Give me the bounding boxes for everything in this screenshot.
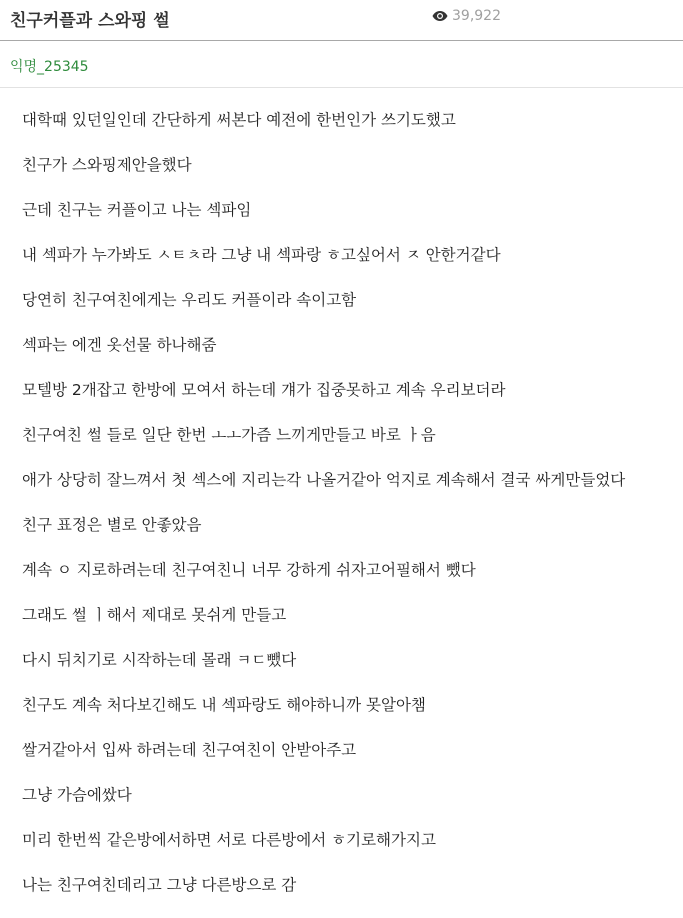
body-line: 그래도 썰 ㅣ해서 제대로 못쉬게 만들고: [22, 606, 287, 624]
body-line: 미리 한번씩 같은방에서하면 서로 다른방에서 ㅎ기로해가지고: [22, 831, 436, 849]
post-header: [0, 0, 683, 41]
post-body: [22, 108, 677, 918]
body-line: 섹파는 에겐 옷선물 하나해줌: [22, 336, 217, 354]
post-title: 친구커플과 스와핑 썰: [10, 11, 170, 31]
body-line: 애가 상당히 잘느껴서 첫 섹스에 지리는각 나올거같아 억지로 계속해서 결국 싸게만들었다: [22, 471, 626, 489]
body-line: 대학때 있던일인데 간단하게 써본다 예전에 한번인가 쓰기도했고: [22, 111, 456, 129]
author-name[interactable]: 익명_25345: [10, 59, 89, 75]
body-line: 그냥 가슴에쌌다: [22, 786, 132, 804]
author-bar: [0, 41, 683, 88]
body-line: 당연히 친구여친에게는 우리도 커플이라 속이고함: [22, 291, 357, 309]
body-line: 쌀거같아서 입싸 하려는데 친구여친이 안받아주고: [22, 741, 357, 759]
body-line: 친구여친 썰 들로 일단 한번 ㅗㅗ가즘 느끼게만들고 바로 ㅏ음: [22, 426, 436, 444]
body-line: 내 섹파가 누가봐도 ㅅㅌㅊ라 그냥 내 섹파랑 ㅎ고싶어서 ㅈ 안한거같다: [22, 246, 501, 264]
eye-icon: [432, 10, 448, 22]
body-line: 친구 표정은 별로 안좋았음: [22, 516, 202, 534]
body-line: 모텔방 2개잡고 한방에 모여서 하는데 걔가 집중못하고 계속 우리보더라: [22, 381, 506, 399]
view-count-value: 39,922: [452, 8, 501, 24]
view-count: [432, 8, 501, 24]
body-line: 나는 친구여친데리고 그냥 다른방으로 감: [22, 876, 297, 894]
body-line: 친구가 스와핑제안을했다: [22, 156, 192, 174]
body-line: 계속 ㅇ 지로하려는데 친구여친니 너무 강하게 쉬자고어필해서 뺐다: [22, 561, 476, 579]
body-line: 친구도 계속 처다보긴해도 내 섹파랑도 해야하니까 못알아챔: [22, 696, 426, 714]
body-line: 근데 친구는 커플이고 나는 섹파임: [22, 201, 252, 219]
body-line: 다시 뒤치기로 시작하는데 몰래 ㅋㄷ뺐다: [22, 651, 297, 669]
